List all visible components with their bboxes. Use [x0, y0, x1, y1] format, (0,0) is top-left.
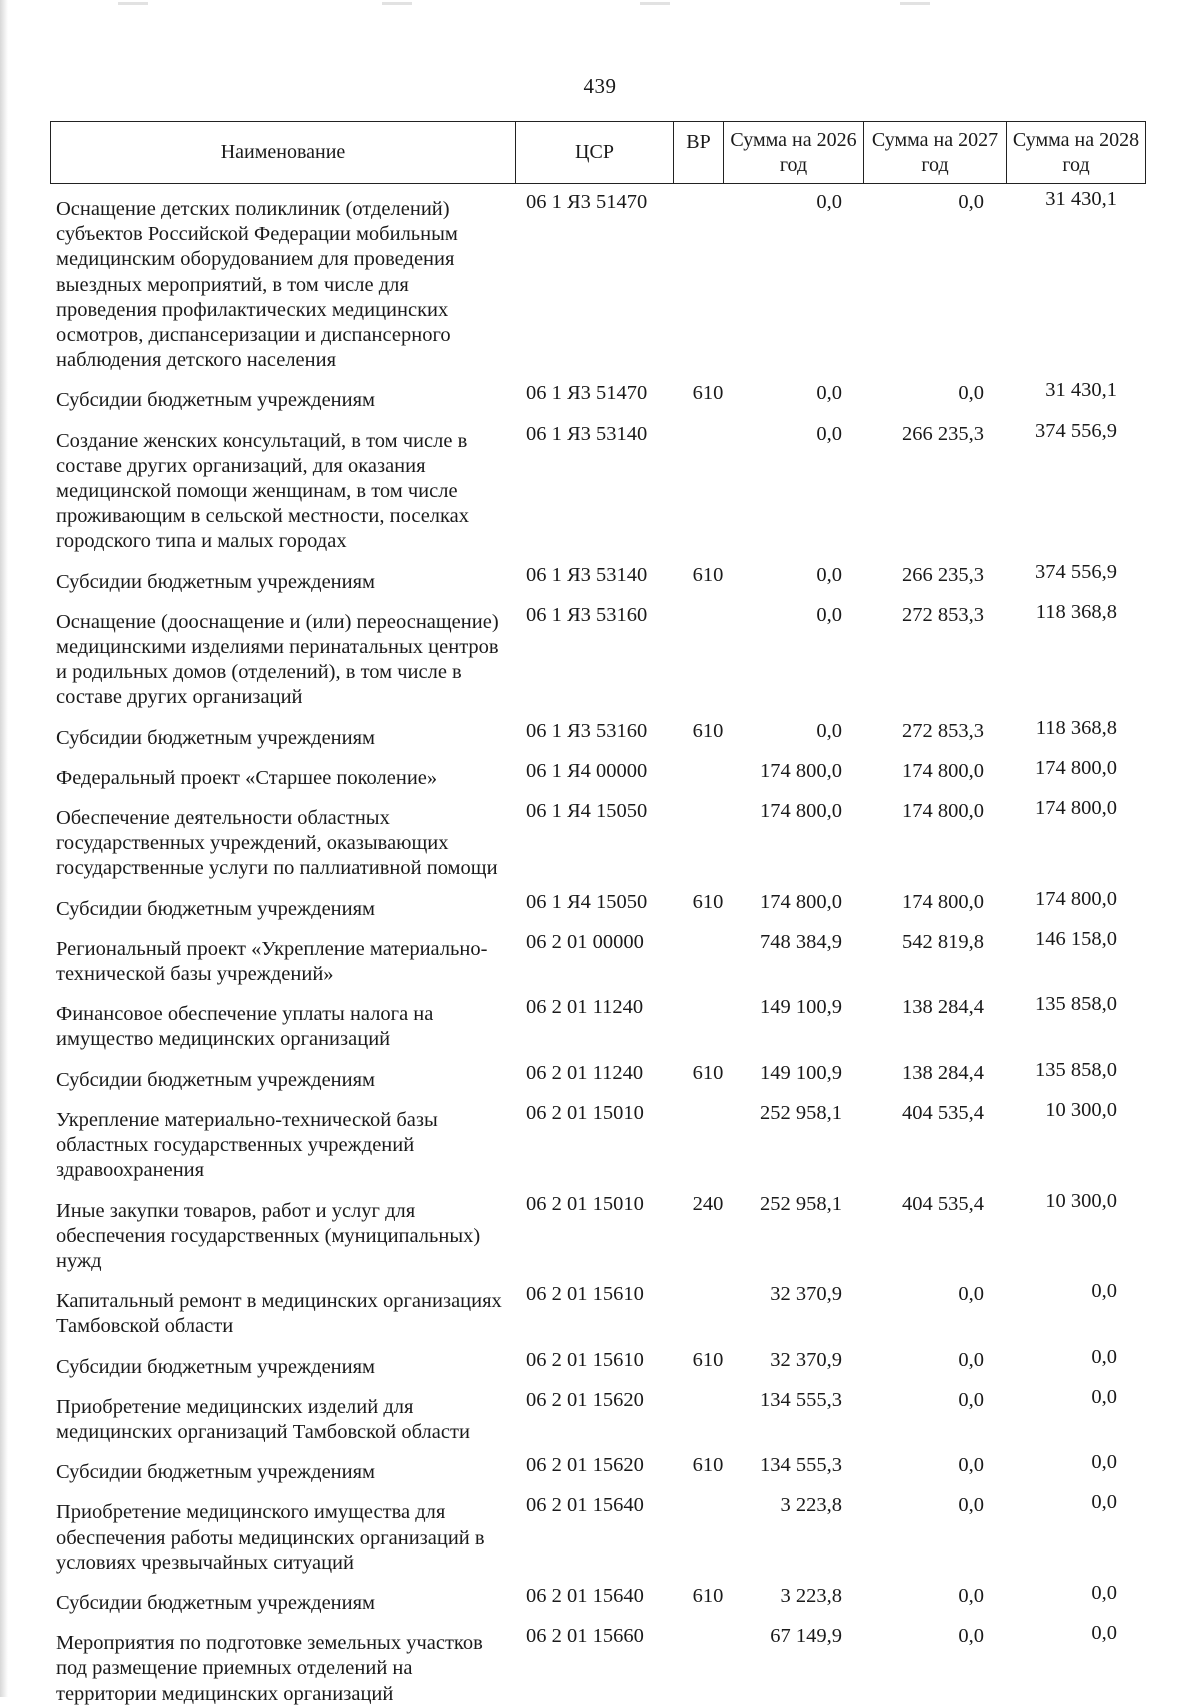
- row-csr: 06 1 Я3 51470: [526, 382, 648, 405]
- row-vr: [686, 603, 730, 711]
- row-name: Субсидии бюджетным учреждениям: [56, 897, 376, 920]
- row-sum-2026: 174 800,0: [760, 800, 842, 823]
- row-csr: 06 1 Я3 51470: [526, 191, 648, 213]
- row-vr: 610: [692, 1061, 724, 1084]
- table-row: [0, 791, 1200, 882]
- row-sum-2028: 10 300,0: [1045, 1189, 1117, 1212]
- row-csr: 06 2 01 15010: [526, 1192, 644, 1215]
- table-row: [0, 1445, 1200, 1485]
- row-sum-2028: 118 368,8: [1035, 716, 1117, 739]
- row-sum-2026: 3 223,8: [780, 1584, 842, 1607]
- row-sum-2026: 174 800,0: [760, 890, 842, 913]
- row-name: Оснащение (дооснащение и (или) переоснащение) медицинскими изделиями перинатальных центров и родильных домов (отделений), в том числе в составе других организаций: [56, 610, 499, 709]
- row-name: Мероприятия по подготовке земельных участков под размещение приемных отделений на территории медицинских организаций: [56, 1632, 483, 1705]
- row-sum-2026: 149 100,9: [760, 1061, 842, 1084]
- row-sum-2027: 174 800,0: [902, 759, 984, 782]
- row-sum-2026: 748 384,9: [760, 930, 842, 953]
- row-vr: 610: [692, 1454, 724, 1477]
- row-csr: 06 2 01 15610: [526, 1283, 644, 1306]
- header-sum-2027: Сумма на 2027 год: [863, 122, 1006, 183]
- row-sum-2026: 252 958,1: [760, 1101, 842, 1124]
- row-sum-2026: 174 800,0: [760, 759, 842, 782]
- row-csr: 06 2 01 11240: [526, 996, 644, 1019]
- row-csr: 06 1 Я3 53160: [526, 603, 648, 626]
- table-header: [50, 121, 1146, 184]
- row-name: Иные закупки товаров, работ и услуг для обеспечения государственных (муниципальных) нужд: [56, 1199, 481, 1272]
- row-csr: 06 1 Я3 53140: [526, 422, 648, 445]
- row-csr: 06 2 01 00000: [526, 930, 644, 953]
- row-sum-2026: 149 100,9: [760, 996, 842, 1019]
- row-csr: 06 1 Я4 00000: [526, 759, 648, 782]
- row-name: Капитальный ремонт в медицинских организациях Тамбовской области: [56, 1290, 502, 1338]
- row-vr: 610: [692, 382, 724, 405]
- table-row: [0, 1053, 1200, 1093]
- row-name: Региональный проект «Укрепление материально-технической базы учреждений»: [56, 937, 488, 986]
- table-row: [0, 987, 1200, 1052]
- row-sum-2028: 174 800,0: [1035, 756, 1117, 779]
- row-vr: [686, 995, 730, 1052]
- table-row: [0, 1274, 1200, 1339]
- table-row: [0, 882, 1200, 922]
- row-vr: [686, 1101, 730, 1184]
- table-row: [0, 1340, 1200, 1380]
- row-sum-2028: 0,0: [1091, 1622, 1117, 1645]
- row-name: Оснащение детских поликлиник (отделений) субъектов Российской Федерации мобильным медицинским оборудованием для проведения выездных мероприятий, в том числе для проведения профилактических медицинских осмотров, диспансеризации и диспансерного наблюдения детского населения: [56, 198, 458, 372]
- row-sum-2028: 118 368,8: [1035, 600, 1117, 623]
- row-sum-2027: 0,0: [958, 1625, 984, 1648]
- row-name: Субсидии бюджетным учреждениям: [56, 1591, 376, 1614]
- table-row: [0, 1093, 1200, 1184]
- row-sum-2028: 0,0: [1091, 1581, 1117, 1604]
- row-sum-2028: 0,0: [1091, 1280, 1117, 1303]
- row-name: Создание женских консультаций, в том числе в составе других организаций, для оказания медицинской помощи женщинам, в том числе проживающим в сельской местности, поселках городского типа и малых городах: [56, 429, 470, 553]
- row-name: Субсидии бюджетным учреждениям: [56, 570, 376, 593]
- row-sum-2028: 31 430,1: [1045, 379, 1117, 402]
- row-name: Субсидии бюджетным учреждениям: [56, 389, 376, 412]
- row-sum-2028: 374 556,9: [1035, 419, 1117, 442]
- row-sum-2026: 32 370,9: [770, 1348, 842, 1371]
- row-sum-2028: 0,0: [1091, 1491, 1117, 1514]
- row-vr: 240: [692, 1192, 724, 1215]
- header-sum-2028: Сумма на 2028 год: [1006, 122, 1145, 183]
- row-vr: [686, 422, 730, 555]
- row-sum-2026: 0,0: [816, 719, 842, 742]
- row-sum-2026: 134 555,3: [760, 1454, 842, 1477]
- row-csr: 06 2 01 15610: [526, 1348, 644, 1371]
- row-sum-2028: 0,0: [1091, 1345, 1117, 1368]
- page-number: 439: [583, 74, 617, 98]
- row-sum-2028: 0,0: [1091, 1451, 1117, 1474]
- row-sum-2026: 0,0: [816, 603, 842, 626]
- row-sum-2026: 0,0: [816, 422, 842, 445]
- row-sum-2027: 138 284,4: [902, 996, 984, 1019]
- row-sum-2027: 266 235,3: [902, 563, 984, 586]
- row-sum-2026: 252 958,1: [760, 1192, 842, 1215]
- row-csr: 06 2 01 15660: [526, 1625, 644, 1648]
- row-sum-2027: 0,0: [958, 1283, 984, 1306]
- table-row: [0, 595, 1200, 711]
- row-sum-2027: 174 800,0: [902, 800, 984, 823]
- table-row: [0, 711, 1200, 751]
- row-csr: 06 2 01 15640: [526, 1584, 644, 1607]
- row-sum-2027: 0,0: [958, 1494, 984, 1517]
- scan-artifacts: [0, 0, 1200, 10]
- row-csr: 06 2 01 15010: [526, 1101, 644, 1124]
- table-body: [0, 186, 1200, 1707]
- row-vr: 610: [692, 719, 724, 742]
- row-csr: 06 2 01 15620: [526, 1388, 644, 1411]
- row-vr: [686, 759, 730, 791]
- row-sum-2027: 0,0: [958, 1348, 984, 1371]
- row-csr: 06 2 01 15640: [526, 1494, 644, 1517]
- table-row: [0, 555, 1200, 595]
- table-row: [0, 1485, 1200, 1576]
- row-csr: 06 1 Я3 53140: [526, 563, 648, 586]
- row-name: Субсидии бюджетным учреждениям: [56, 1461, 376, 1484]
- table-row: [0, 186, 1200, 373]
- row-vr: 610: [692, 1584, 724, 1607]
- header-sum-2026: Сумма на 2026 год: [723, 122, 863, 183]
- header-vr: ВР: [673, 122, 723, 183]
- table-row: [0, 751, 1200, 791]
- row-sum-2026: 0,0: [816, 563, 842, 586]
- row-sum-2026: 32 370,9: [770, 1283, 842, 1306]
- row-sum-2027: 138 284,4: [902, 1061, 984, 1084]
- table-row: [0, 1184, 1200, 1275]
- row-sum-2027: 0,0: [958, 1388, 984, 1411]
- row-sum-2028: 0,0: [1091, 1385, 1117, 1408]
- row-name: Приобретение медицинских изделий для медицинских организаций Тамбовской области: [56, 1395, 470, 1443]
- row-vr: [686, 1282, 730, 1339]
- table-row: [0, 1380, 1200, 1445]
- row-sum-2028: 174 800,0: [1035, 797, 1117, 820]
- row-sum-2026: 67 149,9: [770, 1625, 842, 1648]
- row-sum-2027: 404 535,4: [902, 1192, 984, 1215]
- row-sum-2027: 272 853,3: [902, 719, 984, 742]
- row-name: Субсидии бюджетным учреждениям: [56, 726, 376, 749]
- row-sum-2026: 0,0: [816, 191, 842, 213]
- row-vr: [686, 1493, 730, 1576]
- row-sum-2028: 31 430,1: [1045, 188, 1117, 210]
- row-sum-2027: 174 800,0: [902, 890, 984, 913]
- row-csr: 06 1 Я3 53160: [526, 719, 648, 742]
- row-vr: 610: [692, 563, 724, 586]
- table-row: [0, 1576, 1200, 1616]
- row-sum-2027: 404 535,4: [902, 1101, 984, 1124]
- table-row: [0, 1616, 1200, 1707]
- row-sum-2026: 134 555,3: [760, 1388, 842, 1411]
- header-name: Наименование: [220, 141, 346, 163]
- row-sum-2027: 0,0: [958, 1454, 984, 1477]
- row-vr: [686, 799, 730, 882]
- row-sum-2027: 0,0: [958, 191, 984, 213]
- row-csr: 06 2 01 15620: [526, 1454, 644, 1477]
- table-row: [0, 373, 1200, 413]
- table-row: [0, 414, 1200, 555]
- row-sum-2028: 135 858,0: [1035, 993, 1117, 1016]
- row-name: Приобретение медицинского имущества для обеспечения работы медицинских организаций в условиях чрезвычайных ситуаций: [56, 1501, 485, 1574]
- row-sum-2027: 266 235,3: [902, 422, 984, 445]
- row-name: Субсидии бюджетным учреждениям: [56, 1068, 376, 1091]
- row-sum-2026: 0,0: [816, 382, 842, 405]
- row-vr: [686, 190, 730, 373]
- row-sum-2028: 146 158,0: [1035, 927, 1117, 950]
- header-csr: ЦСР: [515, 122, 673, 183]
- row-vr: [686, 930, 730, 987]
- row-vr: [686, 1388, 730, 1445]
- row-sum-2027: 0,0: [958, 1584, 984, 1607]
- row-sum-2027: 272 853,3: [902, 603, 984, 626]
- row-vr: [686, 1624, 730, 1707]
- row-csr: 06 1 Я4 15050: [526, 800, 648, 823]
- row-sum-2028: 174 800,0: [1035, 887, 1117, 910]
- row-name: Финансовое обеспечение уплаты налога на имущество медицинских организаций: [56, 1003, 434, 1051]
- row-sum-2028: 374 556,9: [1035, 560, 1117, 583]
- row-sum-2026: 3 223,8: [780, 1494, 842, 1517]
- row-name: Федеральный проект «Старшее поколение»: [56, 766, 438, 789]
- row-name: Укрепление материально-технической базы областных государственных учреждений здравоохранения: [56, 1108, 438, 1182]
- row-csr: 06 2 01 11240: [526, 1061, 644, 1084]
- row-name: Обеспечение деятельности областных государственных учреждений, оказывающих государственные услуги по паллиативной помощи: [56, 807, 498, 880]
- row-sum-2028: 10 300,0: [1045, 1098, 1117, 1121]
- table-row: [0, 922, 1200, 987]
- row-sum-2028: 135 858,0: [1035, 1058, 1117, 1081]
- row-vr: 610: [692, 1348, 724, 1371]
- row-name: Субсидии бюджетным учреждениям: [56, 1355, 376, 1378]
- row-sum-2027: 0,0: [958, 382, 984, 405]
- row-sum-2027: 542 819,8: [902, 930, 984, 953]
- row-vr: 610: [692, 890, 724, 913]
- row-csr: 06 1 Я4 15050: [526, 890, 648, 913]
